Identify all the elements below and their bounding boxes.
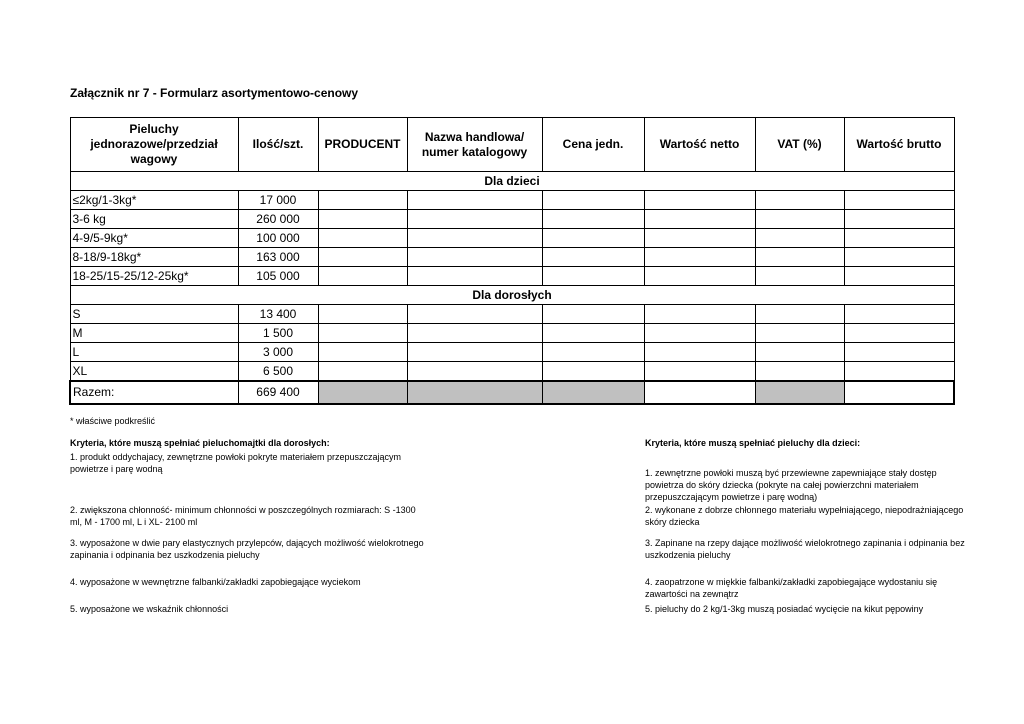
trade-name-cell[interactable] — [407, 305, 542, 324]
gross-value-cell[interactable] — [844, 362, 954, 382]
trade-name-cell[interactable] — [407, 267, 542, 286]
quantity-cell: 260 000 — [238, 210, 318, 229]
gross-value-cell[interactable] — [844, 343, 954, 362]
size-cell: 8-18/9-18kg* — [70, 248, 238, 267]
section-label: Dla dorosłych — [70, 286, 954, 305]
vat-cell[interactable] — [755, 191, 844, 210]
unit-price-cell[interactable] — [542, 305, 644, 324]
criteria-adults-item: 5. wyposażone we wskaźnik chłonności — [70, 604, 229, 614]
vat-cell[interactable] — [755, 267, 844, 286]
header-row — [70, 118, 954, 172]
criteria-adults-item: 4. wyposażone w wewnętrzne falbanki/zakładki zapobiegające wyciekom — [70, 577, 361, 587]
table-row — [70, 267, 954, 286]
unit-price-cell[interactable] — [542, 229, 644, 248]
header-quantity: Ilość/szt. — [238, 118, 318, 172]
vat-cell[interactable] — [755, 362, 844, 382]
page-title: Załącznik nr 7 - Formularz asortymentowo-cenowy — [70, 86, 359, 100]
table-row — [70, 324, 954, 343]
net-value-cell[interactable] — [644, 324, 755, 343]
criteria-adults — [70, 437, 430, 614]
section-label: Dla dzieci — [70, 172, 954, 191]
section-row-children — [70, 172, 954, 191]
criteria-children-item: 1. zewnętrzne powłoki muszą być przewiewne zapewniające stały dostęp powietrza do skóry dziecka (pokryte na całej powierzchni materiałem przepuszczającym powietrze i parę wodną) — [645, 468, 937, 502]
criteria-adults-item: 1. produkt oddychajacy, zewnętrzne powłoki pokryte materiałem przepuszczającym powietrze i parę wodną — [70, 452, 401, 474]
quantity-cell: 163 000 — [238, 248, 318, 267]
size-cell: S — [70, 305, 238, 324]
criteria-children-item: 5. pieluchy do 2 kg/1-3kg muszą posiadać wycięcie na kikut pępowiny — [645, 604, 924, 614]
table-row — [70, 362, 954, 382]
producer-cell[interactable] — [318, 305, 407, 324]
total-net-value-cell[interactable] — [644, 381, 755, 404]
quantity-cell: 1 500 — [238, 324, 318, 343]
criteria-adults-item: 3. wyposażone w dwie pary elastycznych przylepców, dających możliwość wielokrotnego zapinania i odpinania bez uszkodzenia pieluchy — [70, 538, 424, 560]
net-value-cell[interactable] — [644, 191, 755, 210]
criteria-children — [645, 437, 965, 614]
trade-name-cell[interactable] — [407, 210, 542, 229]
producer-cell[interactable] — [318, 267, 407, 286]
net-value-cell[interactable] — [644, 305, 755, 324]
trade-name-cell[interactable] — [407, 362, 542, 382]
unit-price-cell[interactable] — [542, 343, 644, 362]
producer-cell[interactable] — [318, 343, 407, 362]
criteria-children-heading: Kryteria, które muszą spełniać pieluchy dla dzieci: — [645, 438, 861, 448]
producer-cell[interactable] — [318, 191, 407, 210]
net-value-cell[interactable] — [644, 267, 755, 286]
net-value-cell[interactable] — [644, 343, 755, 362]
trade-name-cell[interactable] — [407, 191, 542, 210]
gross-value-cell[interactable] — [844, 210, 954, 229]
header-trade-name: Nazwa handlowa/ numer katalogowy — [407, 118, 542, 172]
gross-value-cell[interactable] — [844, 305, 954, 324]
vat-cell[interactable] — [755, 305, 844, 324]
unit-price-cell[interactable] — [542, 191, 644, 210]
producer-cell[interactable] — [318, 210, 407, 229]
shaded-cell — [755, 381, 844, 404]
vat-cell[interactable] — [755, 229, 844, 248]
gross-value-cell[interactable] — [844, 191, 954, 210]
vat-cell[interactable] — [755, 343, 844, 362]
vat-cell[interactable] — [755, 324, 844, 343]
shaded-cell — [407, 381, 542, 404]
net-value-cell[interactable] — [644, 229, 755, 248]
table-row — [70, 248, 954, 267]
section-row-adults — [70, 286, 954, 305]
producer-cell[interactable] — [318, 324, 407, 343]
unit-price-cell[interactable] — [542, 324, 644, 343]
criteria-adults-heading: Kryteria, które muszą spełniać pieluchomajtki dla dorosłych: — [70, 438, 330, 448]
total-quantity: 669 400 — [238, 381, 318, 404]
table-row — [70, 343, 954, 362]
shaded-cell — [318, 381, 407, 404]
quantity-cell: 100 000 — [238, 229, 318, 248]
size-cell: ≤2kg/1-3kg* — [70, 191, 238, 210]
unit-price-cell[interactable] — [542, 210, 644, 229]
vat-cell[interactable] — [755, 210, 844, 229]
header-vat: VAT (%) — [755, 118, 844, 172]
unit-price-cell[interactable] — [542, 248, 644, 267]
total-gross-value-cell[interactable] — [844, 381, 954, 404]
quantity-cell: 3 000 — [238, 343, 318, 362]
size-cell: 3-6 kg — [70, 210, 238, 229]
table-row — [70, 191, 954, 210]
criteria-children-item: 3. Zapinane na rzepy dające możliwość wielokrotnego zapinania i odpinania bez uszkodzenia pieluchy — [645, 538, 965, 560]
price-form-table — [69, 117, 955, 405]
producer-cell[interactable] — [318, 362, 407, 382]
quantity-cell: 13 400 — [238, 305, 318, 324]
producer-cell[interactable] — [318, 229, 407, 248]
header-producer: PRODUCENT — [318, 118, 407, 172]
header-unit-price: Cena jedn. — [542, 118, 644, 172]
table-row — [70, 229, 954, 248]
gross-value-cell[interactable] — [844, 248, 954, 267]
gross-value-cell[interactable] — [844, 229, 954, 248]
size-cell: XL — [70, 362, 238, 382]
total-row — [70, 381, 954, 404]
net-value-cell[interactable] — [644, 362, 755, 382]
net-value-cell[interactable] — [644, 210, 755, 229]
table-row — [70, 210, 954, 229]
footnote: * właściwe podkreślić — [70, 416, 156, 426]
criteria-adults-item: 2. zwiększona chłonność- minimum chłonności w poszczególnych rozmiarach: S -1300 ml, M - 1700 ml, L i XL- 2100 ml — [70, 505, 416, 527]
vat-cell[interactable] — [755, 248, 844, 267]
trade-name-cell[interactable] — [407, 343, 542, 362]
net-value-cell[interactable] — [644, 248, 755, 267]
size-cell: M — [70, 324, 238, 343]
quantity-cell: 105 000 — [238, 267, 318, 286]
size-cell: L — [70, 343, 238, 362]
quantity-cell: 6 500 — [238, 362, 318, 382]
trade-name-cell[interactable] — [407, 229, 542, 248]
unit-price-cell[interactable] — [542, 267, 644, 286]
trade-name-cell[interactable] — [407, 324, 542, 343]
table-row — [70, 305, 954, 324]
gross-value-cell[interactable] — [844, 324, 954, 343]
quantity-cell: 17 000 — [238, 191, 318, 210]
size-cell: 18-25/15-25/12-25kg* — [70, 267, 238, 286]
header-net-value: Wartość netto — [644, 118, 755, 172]
header-gross-value: Wartość brutto — [844, 118, 954, 172]
trade-name-cell[interactable] — [407, 248, 542, 267]
gross-value-cell[interactable] — [844, 267, 954, 286]
size-cell: 4-9/5-9kg* — [70, 229, 238, 248]
criteria-children-item: 4. zaopatrzone w miękkie falbanki/zakładki zapobiegające wydostaniu się zawartości na zewnątrz — [645, 577, 938, 599]
producer-cell[interactable] — [318, 248, 407, 267]
shaded-cell — [542, 381, 644, 404]
header-product: Pieluchy jednorazowe/przedział wagowy — [70, 118, 238, 172]
criteria-children-item: 2. wykonane z dobrze chłonnego materiału wypełniającego, niepodrażniającego skóry dziecka — [645, 505, 964, 527]
total-label: Razem: — [70, 381, 238, 404]
unit-price-cell[interactable] — [542, 362, 644, 382]
